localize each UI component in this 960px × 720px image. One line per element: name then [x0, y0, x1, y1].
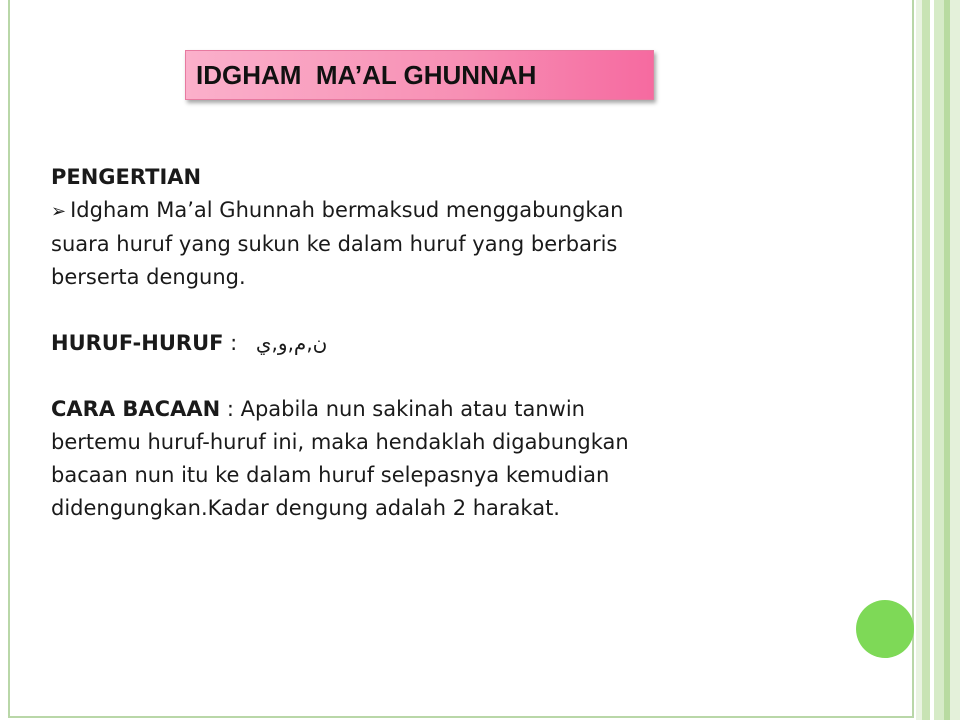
huruf-heading: HURUF-HURUF — [51, 331, 224, 355]
decorative-side-stripes — [916, 0, 960, 720]
huruf-line — [51, 327, 811, 360]
arrow-bullet-icon: ➢ — [51, 201, 67, 222]
cara-heading: CARA BACAAN — [51, 397, 221, 421]
cara-line-1 — [51, 393, 811, 426]
green-circle-icon — [856, 600, 914, 658]
pengertian-line-1 — [51, 194, 811, 228]
huruf-separator: : — [223, 331, 244, 355]
pengertian-text-1: Idgham Ma’al Ghunnah bermaksud menggabungkan — [70, 198, 624, 222]
cara-text-1: Apabila nun sakinah atau tanwin — [240, 397, 585, 421]
cara-separator: : — [220, 397, 241, 421]
spacer — [51, 360, 811, 393]
huruf-letters: ن,م,و,ي — [255, 331, 328, 355]
pengertian-line-2: suara huruf yang sukun ke dalam huruf yang berbaris — [51, 232, 618, 256]
title-box — [185, 50, 654, 100]
pengertian-line-3: berserta dengung. — [51, 265, 246, 289]
spacer — [51, 294, 811, 327]
cara-line-4: didengungkan.Kadar dengung adalah 2 harakat. — [51, 496, 560, 520]
slide-content — [51, 161, 811, 525]
slide-title: IDGHAM MA’AL GHUNNAH — [196, 59, 537, 90]
cara-line-2: bertemu huruf-huruf ini, maka hendaklah digabungkan — [51, 430, 629, 454]
pengertian-heading: PENGERTIAN — [51, 165, 202, 189]
cara-line-3: bacaan nun itu ke dalam huruf selepasnya kemudian — [51, 463, 610, 487]
